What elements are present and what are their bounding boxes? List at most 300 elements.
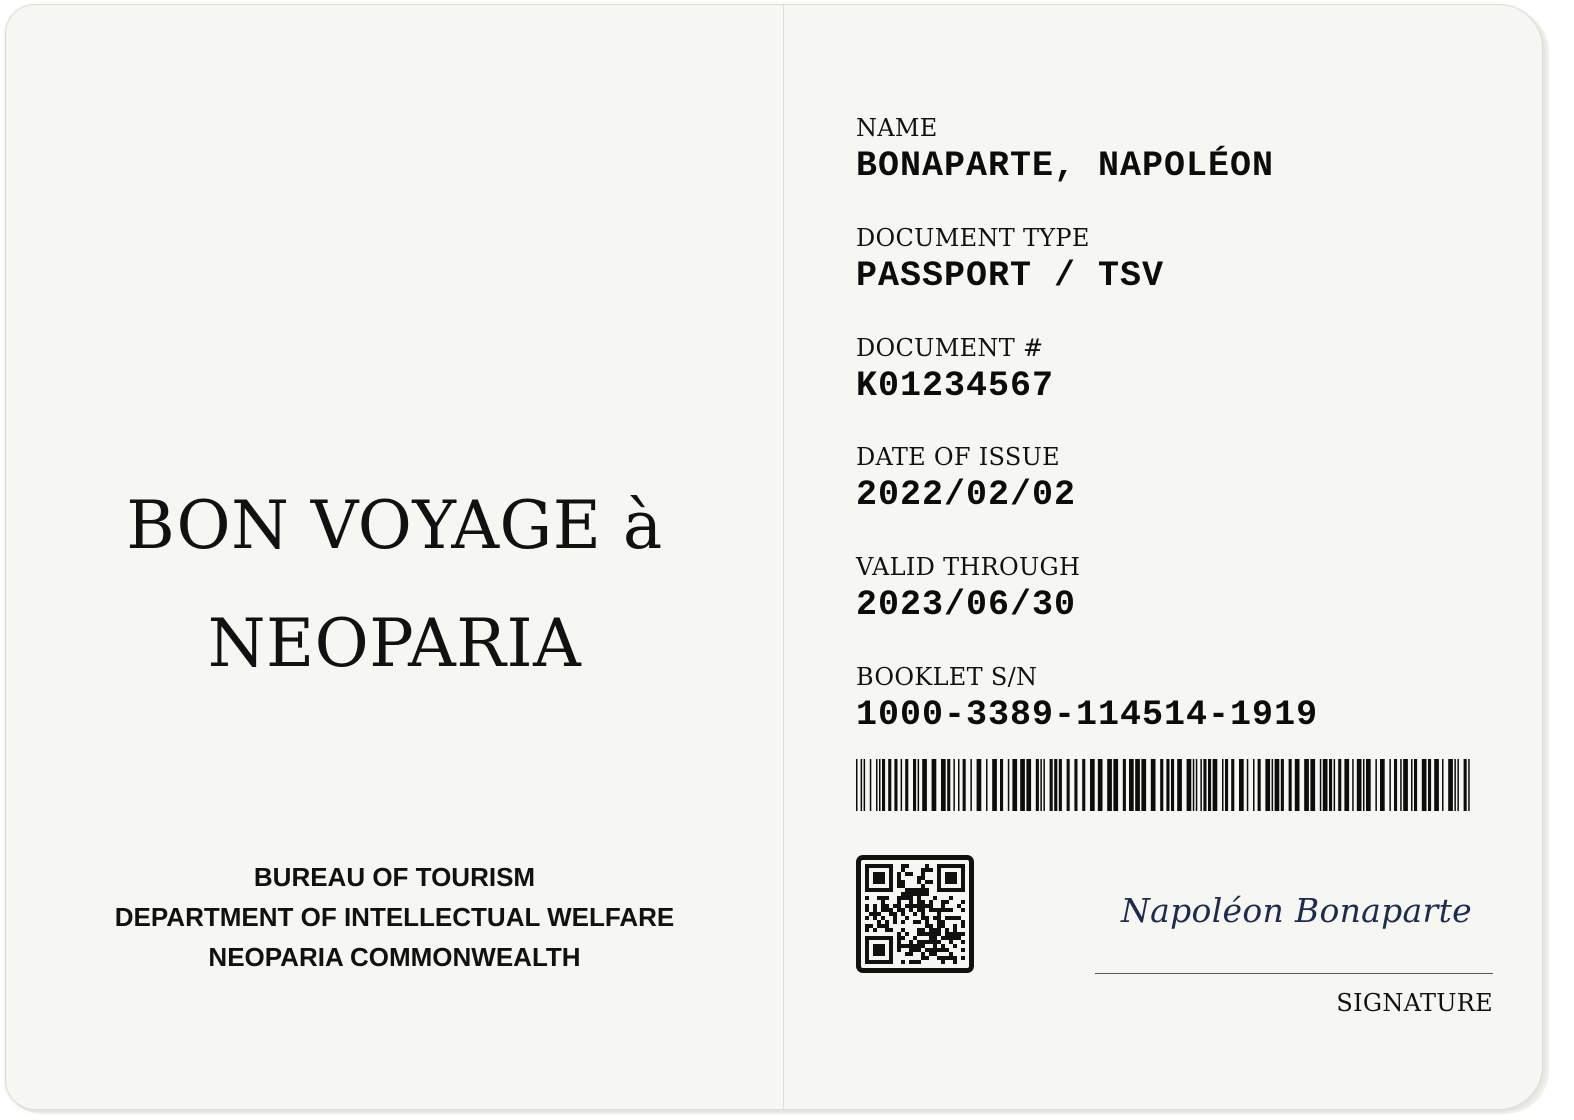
qr-module — [961, 932, 965, 936]
barcode-bar — [1040, 759, 1042, 811]
qr-module — [921, 908, 925, 912]
qr-module — [949, 932, 953, 936]
qr-module — [865, 908, 869, 912]
barcode-bar — [1200, 759, 1202, 811]
qr-module — [909, 944, 913, 948]
qr-module — [949, 908, 953, 912]
qr-module — [909, 908, 913, 912]
qr-module — [901, 944, 905, 948]
qr-module — [941, 920, 945, 924]
field-name-label: NAME — [856, 114, 938, 142]
qr-module — [937, 916, 941, 920]
qr-finder-center — [873, 944, 885, 956]
barcode-bar — [1222, 759, 1224, 811]
qr-module — [909, 896, 913, 900]
barcode-bar — [1036, 759, 1039, 811]
barcode-bar — [1320, 759, 1322, 811]
qr-module — [961, 940, 965, 944]
qr-module — [897, 872, 901, 876]
qr-module — [921, 912, 925, 916]
passport-booklet — [5, 4, 1543, 1110]
qr-module — [949, 896, 953, 900]
qr-module — [877, 920, 881, 924]
field-document-type-label: DOCUMENT TYPE — [856, 224, 1090, 252]
qr-module — [897, 936, 901, 940]
qr-module — [865, 896, 869, 900]
qr-module — [881, 904, 885, 908]
qr-module — [909, 960, 913, 964]
qr-module — [897, 900, 901, 904]
issuer-line-department: DEPARTMENT OF INTELLECTUAL WELFARE — [114, 902, 675, 932]
qr-module — [953, 932, 957, 936]
qr-module — [945, 900, 949, 904]
barcode-bar — [992, 759, 997, 811]
barcode-bar — [879, 759, 881, 811]
qr-module — [917, 896, 921, 900]
qr-module — [901, 892, 905, 896]
qr-module — [929, 880, 933, 884]
qr-module — [905, 864, 909, 868]
qr-module — [933, 932, 937, 936]
qr-module — [877, 924, 881, 928]
barcode-bar — [1394, 759, 1397, 811]
qr-module — [901, 960, 905, 964]
barcode-bar — [1026, 759, 1031, 811]
qr-module — [929, 900, 933, 904]
qr-module — [933, 940, 937, 944]
qr-module — [949, 952, 953, 956]
barcode-bar — [1363, 759, 1365, 811]
barcode-bar — [1074, 759, 1077, 811]
qr-module — [917, 920, 921, 924]
barcode-bar — [1059, 759, 1062, 811]
qr-module — [881, 908, 885, 912]
qr-module — [929, 952, 933, 956]
qr-module — [901, 880, 905, 884]
qr-module — [937, 920, 941, 924]
barcode-bar — [1043, 759, 1045, 811]
qr-module — [933, 928, 937, 932]
qr-module — [885, 908, 889, 912]
qr-module — [957, 936, 961, 940]
qr-module — [937, 940, 941, 944]
qr-module — [885, 928, 889, 932]
barcode-bar — [918, 759, 920, 811]
barcode-bar — [1403, 759, 1408, 811]
qr-module — [945, 916, 949, 920]
qr-module — [909, 900, 913, 904]
barcode-bar — [977, 759, 982, 811]
qr-module — [921, 892, 925, 896]
qr-module — [901, 908, 905, 912]
barcode-bar — [1442, 759, 1444, 811]
barcode-bar — [1464, 759, 1467, 811]
qr-finder-center — [945, 872, 957, 884]
qr-module — [925, 864, 929, 868]
barcode-bar — [1411, 759, 1413, 811]
qr-module — [893, 904, 897, 908]
qr-module — [941, 944, 945, 948]
qr-module — [921, 916, 925, 920]
field-valid-through-value: 2023/06/30 — [856, 585, 1077, 625]
barcode-bar — [1141, 759, 1146, 811]
qr-module — [917, 888, 921, 892]
qr-module — [921, 952, 925, 956]
barcode-bar — [894, 759, 897, 811]
qr-module — [921, 904, 925, 908]
barcode-bar — [1323, 759, 1328, 811]
qr-module — [885, 896, 889, 900]
barcode-bar — [1050, 759, 1053, 811]
qr-module — [913, 936, 917, 940]
barcode-bar — [1352, 759, 1354, 811]
barcode-bar — [958, 759, 960, 811]
qr-module — [917, 908, 921, 912]
barcode-bar — [1289, 759, 1292, 811]
field-valid-through-label: VALID THROUGH — [856, 553, 1081, 581]
qr-module — [945, 936, 949, 940]
qr-module — [873, 912, 877, 916]
barcode-bar — [1000, 759, 1003, 811]
qr-module — [921, 944, 925, 948]
qr-module — [921, 928, 925, 932]
barcode-bar — [970, 759, 972, 811]
qr-module — [913, 892, 917, 896]
qr-module — [917, 904, 921, 908]
greeting-line-1: BON VOYAGE à — [126, 487, 663, 564]
barcode-bar — [1258, 759, 1261, 811]
qr-module — [925, 904, 929, 908]
barcode-bar — [1454, 759, 1456, 811]
barcode-bar — [1123, 759, 1126, 811]
qr-module — [909, 888, 913, 892]
qr-module — [925, 932, 929, 936]
qr-module — [873, 928, 877, 932]
barcode-bar — [1334, 759, 1336, 811]
barcode-bar — [1357, 759, 1362, 811]
barcode-bar — [1067, 759, 1070, 811]
barcode-bar — [1012, 759, 1017, 811]
barcode-bar — [922, 759, 927, 811]
qr-module — [925, 948, 929, 952]
barcode-bar — [1171, 759, 1174, 811]
left-page — [6, 5, 783, 1109]
qr-module — [957, 916, 961, 920]
qr-module — [929, 928, 933, 932]
qr-module — [897, 904, 901, 908]
qr-module — [925, 888, 929, 892]
qr-module — [905, 932, 909, 936]
qr-module — [917, 932, 921, 936]
barcode-bar — [1113, 759, 1118, 811]
qr-module — [961, 908, 965, 912]
qr-module — [917, 960, 921, 964]
qr-module — [897, 948, 901, 952]
barcode-bar — [1375, 759, 1377, 811]
qr-module — [865, 904, 869, 908]
qr-module — [909, 872, 913, 876]
field-document-number — [856, 333, 1054, 407]
barcode-bar — [1389, 759, 1391, 811]
qr-module — [933, 908, 937, 912]
barcode-bar — [1247, 759, 1249, 811]
right-page — [784, 5, 1542, 1109]
barcode-bar — [1457, 759, 1459, 811]
field-date-of-issue — [856, 442, 1076, 516]
qr-module — [905, 872, 909, 876]
barcode-bar — [856, 759, 858, 811]
qr-module — [885, 920, 889, 924]
qr-module — [953, 916, 957, 920]
qr-module — [905, 952, 909, 956]
qr-module — [925, 868, 929, 872]
qr-module — [933, 948, 937, 952]
qr-module — [893, 912, 897, 916]
barcode-bar — [1082, 759, 1085, 811]
barcode-bar — [876, 759, 878, 811]
qr-module — [885, 924, 889, 928]
qr-module — [953, 924, 957, 928]
qr-module — [945, 932, 949, 936]
qr-module — [897, 932, 901, 936]
qr-module — [865, 928, 869, 932]
qr-module — [961, 920, 965, 924]
qr-module — [937, 928, 941, 932]
qr-module — [881, 916, 885, 920]
barcode-bar — [1253, 759, 1255, 811]
qr-module — [917, 876, 921, 880]
signature-line — [1095, 973, 1493, 974]
barcode-bar — [861, 759, 863, 811]
qr-module — [941, 948, 945, 952]
qr-module — [941, 924, 945, 928]
signature-handwritten: Napoléon Bonaparte — [1120, 891, 1472, 930]
barcode-bar — [963, 759, 966, 811]
qr-module — [961, 924, 965, 928]
barcode-bar — [1177, 759, 1182, 811]
qr-module — [909, 892, 913, 896]
barcode-bar — [1295, 759, 1300, 811]
barcode-bar — [1310, 759, 1315, 811]
barcode-bar — [1329, 759, 1332, 811]
qr-module — [953, 936, 957, 940]
barcode-bar — [1428, 759, 1431, 811]
qr-module — [905, 944, 909, 948]
barcode-bar — [1107, 759, 1112, 811]
qr-module — [885, 904, 889, 908]
qr-module — [921, 940, 925, 944]
barcode-bar — [1129, 759, 1134, 811]
qr-module — [929, 948, 933, 952]
qr-module — [953, 944, 957, 948]
barcode-bar — [1187, 759, 1192, 811]
qr-module — [937, 924, 941, 928]
qr-module — [921, 932, 925, 936]
qr-module — [925, 892, 929, 896]
qr-module — [865, 924, 869, 928]
barcode-bar — [901, 759, 903, 811]
qr-module — [941, 900, 945, 904]
qr-module — [921, 884, 925, 888]
field-date-of-issue-value: 2022/02/02 — [856, 475, 1077, 515]
field-date-of-issue-label: DATE OF ISSUE — [856, 443, 1060, 471]
barcode-bar — [1008, 759, 1010, 811]
barcode-bar — [1434, 759, 1439, 811]
qr-module — [897, 880, 901, 884]
qr-module — [929, 936, 933, 940]
qr-module — [881, 896, 885, 900]
qr-module — [953, 960, 957, 964]
qr-module — [889, 908, 893, 912]
qr-module — [933, 896, 937, 900]
qr-module — [917, 892, 921, 896]
barcode-bar — [1160, 759, 1163, 811]
qr-module — [921, 876, 925, 880]
field-valid-through — [856, 552, 1080, 626]
qr-finder-center — [873, 872, 885, 884]
qr-module — [877, 912, 881, 916]
issuer-block — [6, 857, 783, 977]
qr-module — [949, 956, 953, 960]
qr-module — [905, 888, 909, 892]
signature-label: SIGNATURE — [1336, 989, 1493, 1017]
field-document-type — [856, 223, 1164, 297]
barcode-bar — [1203, 759, 1206, 811]
barcode-bar — [1054, 759, 1057, 811]
qr-module — [945, 948, 949, 952]
qr-module — [937, 912, 941, 916]
qr-module — [917, 900, 921, 904]
barcode-bar — [882, 759, 885, 811]
qr-module — [921, 872, 925, 876]
qr-module — [933, 944, 937, 948]
qr-module — [917, 928, 921, 932]
field-booklet-sn-label: BOOKLET S/N — [856, 663, 1038, 691]
barcode-bar — [1208, 759, 1211, 811]
barcode-bar — [1281, 759, 1284, 811]
barcode-bar — [913, 759, 916, 811]
qr-module — [869, 924, 873, 928]
qr-module — [941, 960, 945, 964]
qr-module — [897, 944, 901, 948]
qr-module — [925, 940, 929, 944]
qr-module — [933, 936, 937, 940]
qr-module — [901, 912, 905, 916]
qr-module — [929, 904, 933, 908]
greeting-title — [6, 467, 783, 703]
qr-module — [917, 944, 921, 948]
qr-module — [917, 880, 921, 884]
barcode-bar — [986, 759, 988, 811]
greeting-line-2: NEOPARIA — [207, 605, 582, 682]
qr-module — [917, 948, 921, 952]
barcode-bar — [1275, 759, 1280, 811]
field-document-number-value: K01234567 — [856, 366, 1055, 406]
qr-module — [921, 888, 925, 892]
qr-module — [929, 940, 933, 944]
barcode-bar — [1304, 759, 1309, 811]
qr-module — [909, 904, 913, 908]
qr-module — [901, 928, 905, 932]
qr-module — [941, 904, 945, 908]
qr-module — [957, 904, 961, 908]
qr-module — [893, 916, 897, 920]
barcode-bar — [1338, 759, 1341, 811]
qr-module — [937, 948, 941, 952]
qr-module — [901, 936, 905, 940]
qr-module — [897, 884, 901, 888]
qr-module — [909, 952, 913, 956]
qr-module — [949, 916, 953, 920]
qr-module — [941, 936, 945, 940]
qr-module — [949, 940, 953, 944]
qr-module — [913, 920, 917, 924]
qr-module — [901, 884, 905, 888]
qr-module — [913, 944, 917, 948]
barcode-bar — [1098, 759, 1103, 811]
qr-module — [897, 908, 901, 912]
qr-module — [929, 932, 933, 936]
qr-module — [961, 948, 965, 952]
barcode-bar — [905, 759, 908, 811]
qr-module — [941, 956, 945, 960]
qr-module — [909, 940, 913, 944]
barcode-bar — [1468, 759, 1470, 811]
qr-module — [945, 908, 949, 912]
barcode-bar — [1344, 759, 1349, 811]
qr-module — [925, 916, 929, 920]
qr-code — [856, 855, 974, 973]
qr-module — [865, 916, 869, 920]
barcode-bar — [1366, 759, 1371, 811]
qr-module — [897, 876, 901, 880]
qr-module — [929, 924, 933, 928]
qr-module — [893, 920, 897, 924]
qr-module — [917, 940, 921, 944]
barcode-bar — [1422, 759, 1427, 811]
barcode-bar — [1239, 759, 1244, 811]
qr-module — [925, 920, 929, 924]
qr-module — [901, 864, 905, 868]
qr-module — [913, 948, 917, 952]
barcode-bar — [1020, 759, 1025, 811]
qr-module — [913, 888, 917, 892]
qr-module — [937, 932, 941, 936]
qr-module — [873, 916, 877, 920]
qr-module — [921, 956, 925, 960]
barcode-bar — [932, 759, 937, 811]
field-booklet-sn-value: 1000-3389-114514-1919 — [856, 695, 1319, 735]
qr-module — [941, 908, 945, 912]
barcode-bar — [947, 759, 950, 811]
qr-module — [925, 924, 929, 928]
field-name-value: BONAPARTE, NAPOLÉON — [856, 146, 1275, 186]
qr-module — [869, 912, 873, 916]
qr-module — [897, 896, 901, 900]
barcode-bar — [1151, 759, 1156, 811]
barcode-bar — [1213, 759, 1218, 811]
barcode-bar — [1380, 759, 1385, 811]
qr-module — [933, 916, 937, 920]
qr-module — [897, 940, 901, 944]
barcode-bar — [864, 759, 866, 811]
qr-module — [937, 956, 941, 960]
qr-module — [901, 896, 905, 900]
qr-module — [881, 924, 885, 928]
qr-module — [945, 928, 949, 932]
qr-module — [913, 960, 917, 964]
qr-module — [945, 956, 949, 960]
